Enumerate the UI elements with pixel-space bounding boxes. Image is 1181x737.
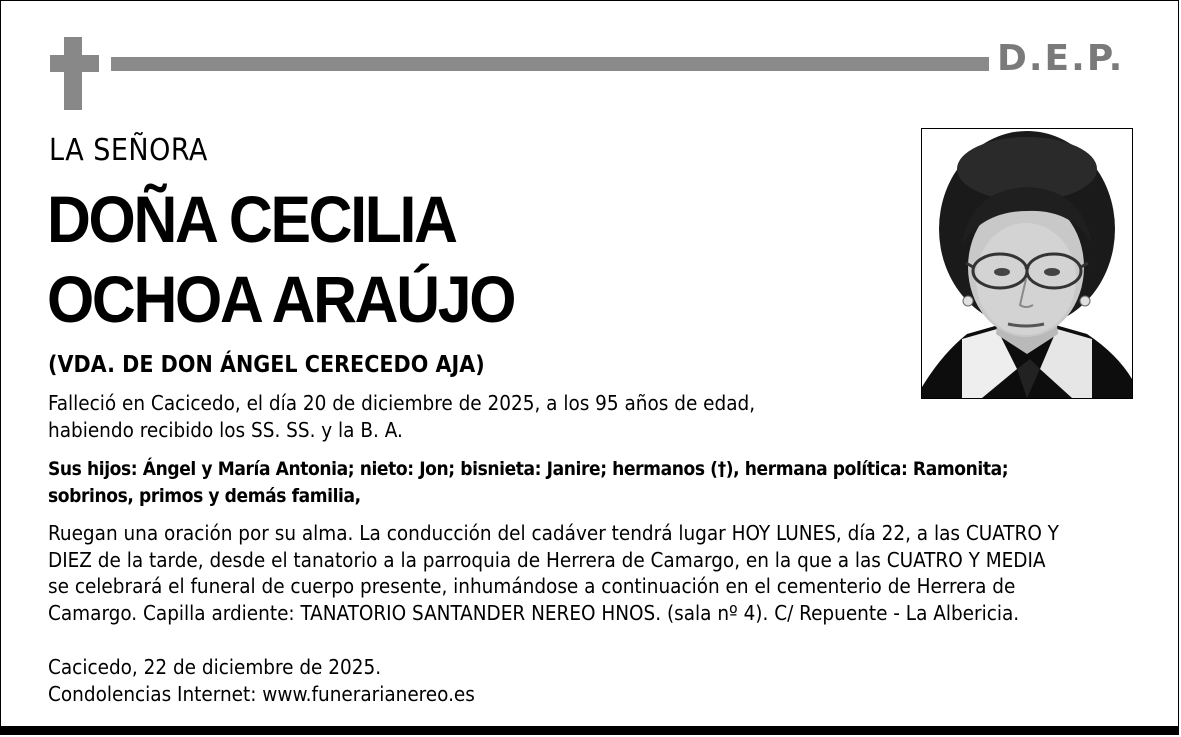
family-paragraph <box>48 456 1008 509</box>
portrait-photo <box>921 128 1133 399</box>
cross-icon <box>50 37 99 110</box>
service-line-3: se celebrará el funeral de cuerpo presente, inhumándose a continuación en el cementerio de Herrera de <box>48 574 1016 598</box>
widow-of: (VDA. DE DON ÁNGEL CERECEDO AJA) <box>48 352 485 378</box>
death-line-2: habiendo recibido los SS. SS. y la B. A. <box>48 417 403 442</box>
header-rule <box>111 57 989 71</box>
service-line-4: Camargo. Capilla ardiente: TANATORIO SANTANDER NEREO HNOS. (sala nº 4). C/ Repuente - La Albericia. <box>48 600 1020 625</box>
bottom-rule <box>1 726 1178 734</box>
family-line-2: sobrinos, primos y demás familia, <box>48 484 361 507</box>
service-line-2: DIEZ de la tarde, desde el tanatorio a la parroquia de Herrera de Camargo, en la que a las CUATRO Y MEDIA <box>48 547 1046 572</box>
condolences-line: Condolencias Internet: www.funerarianereo.es <box>48 681 475 706</box>
place-date: Cacicedo, 22 de diciembre de 2025. <box>48 655 382 679</box>
death-line-1: Falleció en Cacicedo, el día 20 de diciembre de 2025, a los 95 años de edad, <box>48 391 756 415</box>
name-line-2: OCHOA ARAÚJO <box>47 262 515 336</box>
dep-label: D.E.P. <box>997 38 1125 79</box>
closing-paragraph <box>48 654 475 707</box>
service-paragraph <box>48 520 1059 626</box>
service-line-1: Ruegan una oración por su alma. La conducción del cadáver tendrá lugar HOY LUNES, día 22, a las CUATRO Y <box>48 521 1059 545</box>
death-paragraph <box>48 390 755 443</box>
family-line-1: Sus hijos: Ángel y María Antonia; nieto: Jon; bisnieta: Janire; hermanos (†), hermana política: Ramonita; <box>48 458 1009 480</box>
honorific: LA SEÑORA <box>49 133 208 168</box>
deceased-name <box>47 179 514 339</box>
name-line-1: DOÑA CECILIA <box>47 182 456 256</box>
